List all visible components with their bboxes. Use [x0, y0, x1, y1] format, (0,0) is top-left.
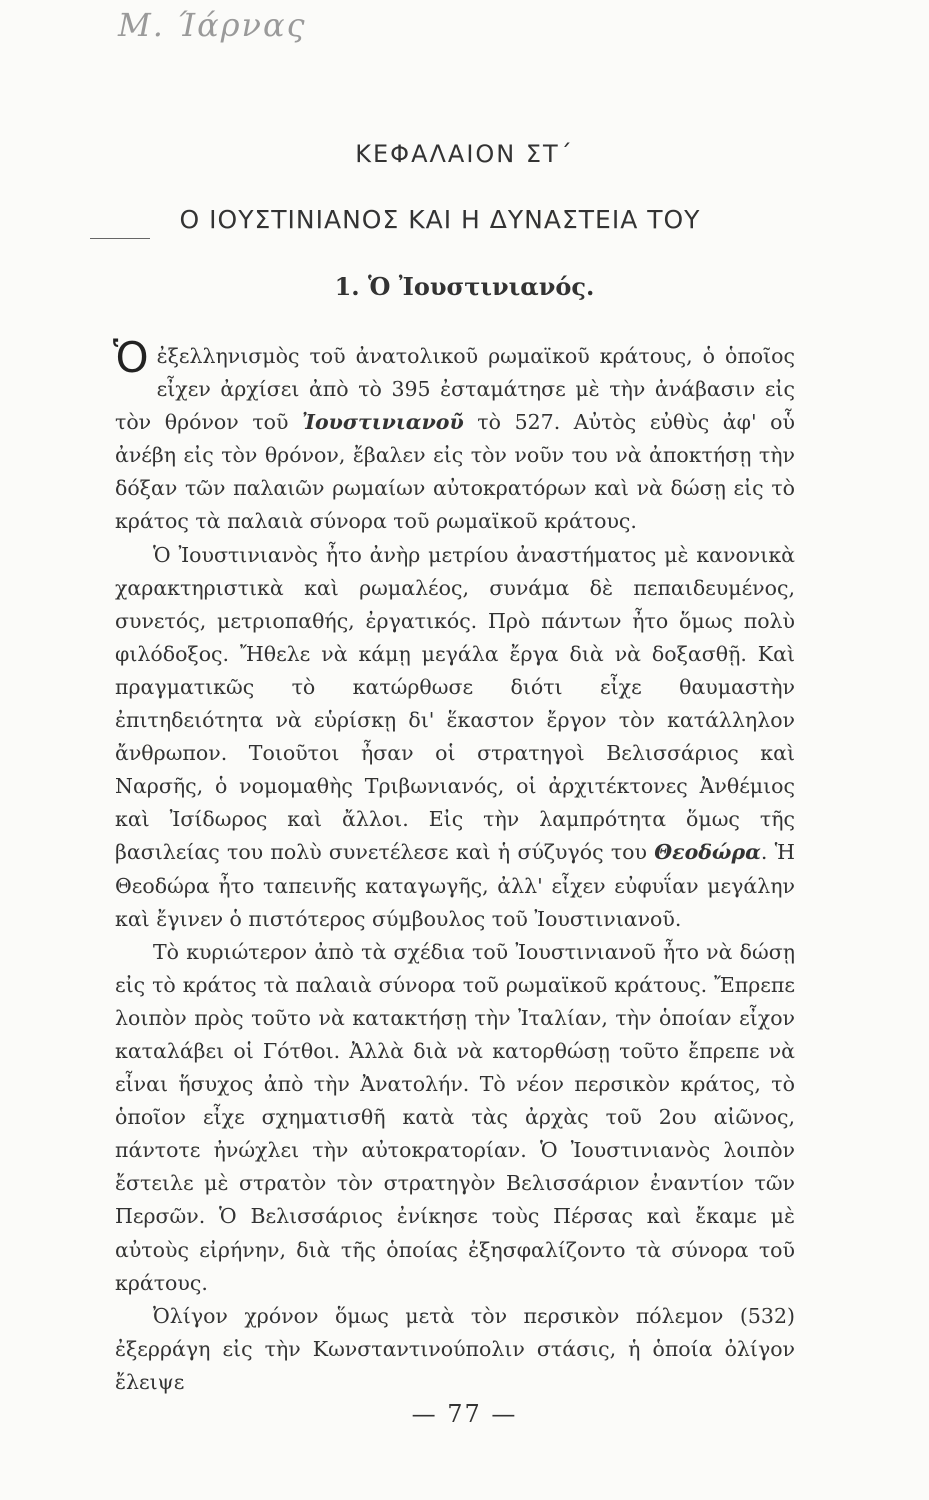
paragraph-4: Ὀλίγον χρόνον ὅμως μετὰ τὸν περσικὸν πόλεμον (532) ἐξερράγη εἰς τὴν Κωνσταντινούπολιν στάσις, ἡ ὁποία ὀλίγον ἔλειψε: [115, 1303, 795, 1394]
title-underline: [90, 238, 150, 239]
section-heading: 1. Ὁ Ἰουστινιανός.: [334, 272, 595, 301]
chapter-title: Ο ΙΟΥΣΤΙΝΙΑΝΟΣ ΚΑΙ Η ΔΥΝΑΣΤΕΙΑ ΤΟΥ: [179, 205, 701, 234]
chapter-label: ΚΕΦΑΛΑΙΟΝ ΣΤ΄: [355, 140, 574, 168]
paragraph-2-text-a: Ὁ Ἰουστινιανὸς ἦτο ἀνὴρ μετρίου ἀναστήματος μὲ κανονικὰ χαρακτηριστικὰ καὶ ρωμαλέος, συνάμα δὲ πεπαιδευμένος, συνετός, μετριοπαθής, ἐργατικός. Πρὸ πάντων ἦτο ὅμως πολὺ φιλόδοξος. Ἤθελε νὰ κάμῃ μεγάλα ἔργα διὰ νὰ δοξασθῇ. Καὶ πραγματικῶς τὸ κατώρθωσε διότι εἶχε θαυμαστὴν ἐπιτηδειότητα νὰ εὑρίσκῃ δι' ἕκαστον ἔργον τὸν κατάλληλον ἄνθρωπον. Τοιοῦτοι ἦσαν οἱ στρατηγοὶ Βελισσάριος καὶ Ναρσῆς, ὁ νομομαθὴς Τριβωνιανός, οἱ ἀρχιτέκτονες Ἀνθέμιος καὶ Ἰσίδωρος καὶ ἄλλοι. Εἰς τὴν λαμπρότητα ὅμως τῆς βασιλείας του πολὺ συνετέλεσε καὶ ἡ σύζυγός του: [115, 542, 795, 865]
paragraph-1-text-b: τὸ 527. Αὐτὸς εὐθὺς ἀφ' οὗ ἀνέβη εἰς τὸν θρόνον, ἔβαλεν εἰς τὸν νοῦν του νὰ ἀποκτήσῃ τὴν δόξαν τῶν παλαιῶν ρωμαίων αὐτοκρατόρων καὶ νὰ δώσῃ εἰς τὸ κράτος τὰ παλαιὰ σύνορα τοῦ ρωμαϊκοῦ κράτους.: [115, 410, 795, 534]
paragraph-1: [113, 333, 795, 539]
page-number: — 77 —: [411, 1400, 518, 1428]
paragraph-2-text-b: . Ἡ Θεοδώρα ἦτο ταπεινῆς καταγωγῆς, ἀλλ' εἶχεν εὐφυΐαν μεγάλην καὶ ἔγινεν ὁ πιστότερος σύμβουλος τοῦ Ἰουστινιανοῦ.: [115, 840, 796, 931]
emphasized-name-theodora: Θεοδώρα: [654, 840, 761, 865]
handwritten-note: Μ. Ίάρνας: [118, 6, 307, 44]
emphasized-name-justinian: Ἰουστινιανοῦ: [302, 410, 464, 435]
paragraph-2: [115, 539, 795, 936]
paragraph-1-text-a: ἐξελληνισμὸς τοῦ ἀνατολικοῦ ρωμαϊκοῦ κράτους, ὁ ὁποῖος εἶχεν ἀρχίσει ἀπὸ τὸ 395 ἐσταμάτησε μὲ τὴν ἀνάβασιν εἰς τὸν θρόνον τοῦ: [115, 344, 795, 435]
drop-cap: Ὁ: [113, 333, 149, 382]
paragraph-3: Τὸ κυριώτερον ἀπὸ τὰ σχέδια τοῦ Ἰουστινιανοῦ ἦτο νὰ δώσῃ εἰς τὸ κράτος τὰ παλαιὰ σύνορα τοῦ ρωμαϊκοῦ κράτους. Ἔπρεπε λοιπὸν πρὸς τοῦτο νὰ κατακτήσῃ τὴν Ἰταλίαν, τὴν ὁποίαν εἶχον καταλάβει οἱ Γότθοι. Ἀλλὰ διὰ νὰ κατορθώσῃ τοῦτο ἔπρεπε νὰ εἶναι ἥσυχος ἀπὸ τὴν Ἀνατολήν. Τὸ νέον περσικὸν κράτος, τὸ ὁποῖον εἶχε σχηματισθῆ κατὰ τὰς ἀρχὰς τοῦ 2ου αἰῶνος, πάντοτε ἠνώχλει τὴν αὐτοκρατορίαν. Ὁ Ἰουστινιανὸς λοιπὸν ἔστειλε μὲ στρατὸν τὸν στρατηγὸν Βελισσάριον ἐναντίον τῶν Περσῶν. Ὁ Βελισσάριος ἐνίκησε τοὺς Πέρσας καὶ ἔκαμε μὲ αὐτοὺς εἰρήνην, διὰ τῆς ὁποίας ἐξησφαλίζοντο τὰ σύνορα τοῦ κράτους.: [115, 939, 795, 1295]
body-text: [113, 333, 796, 1399]
